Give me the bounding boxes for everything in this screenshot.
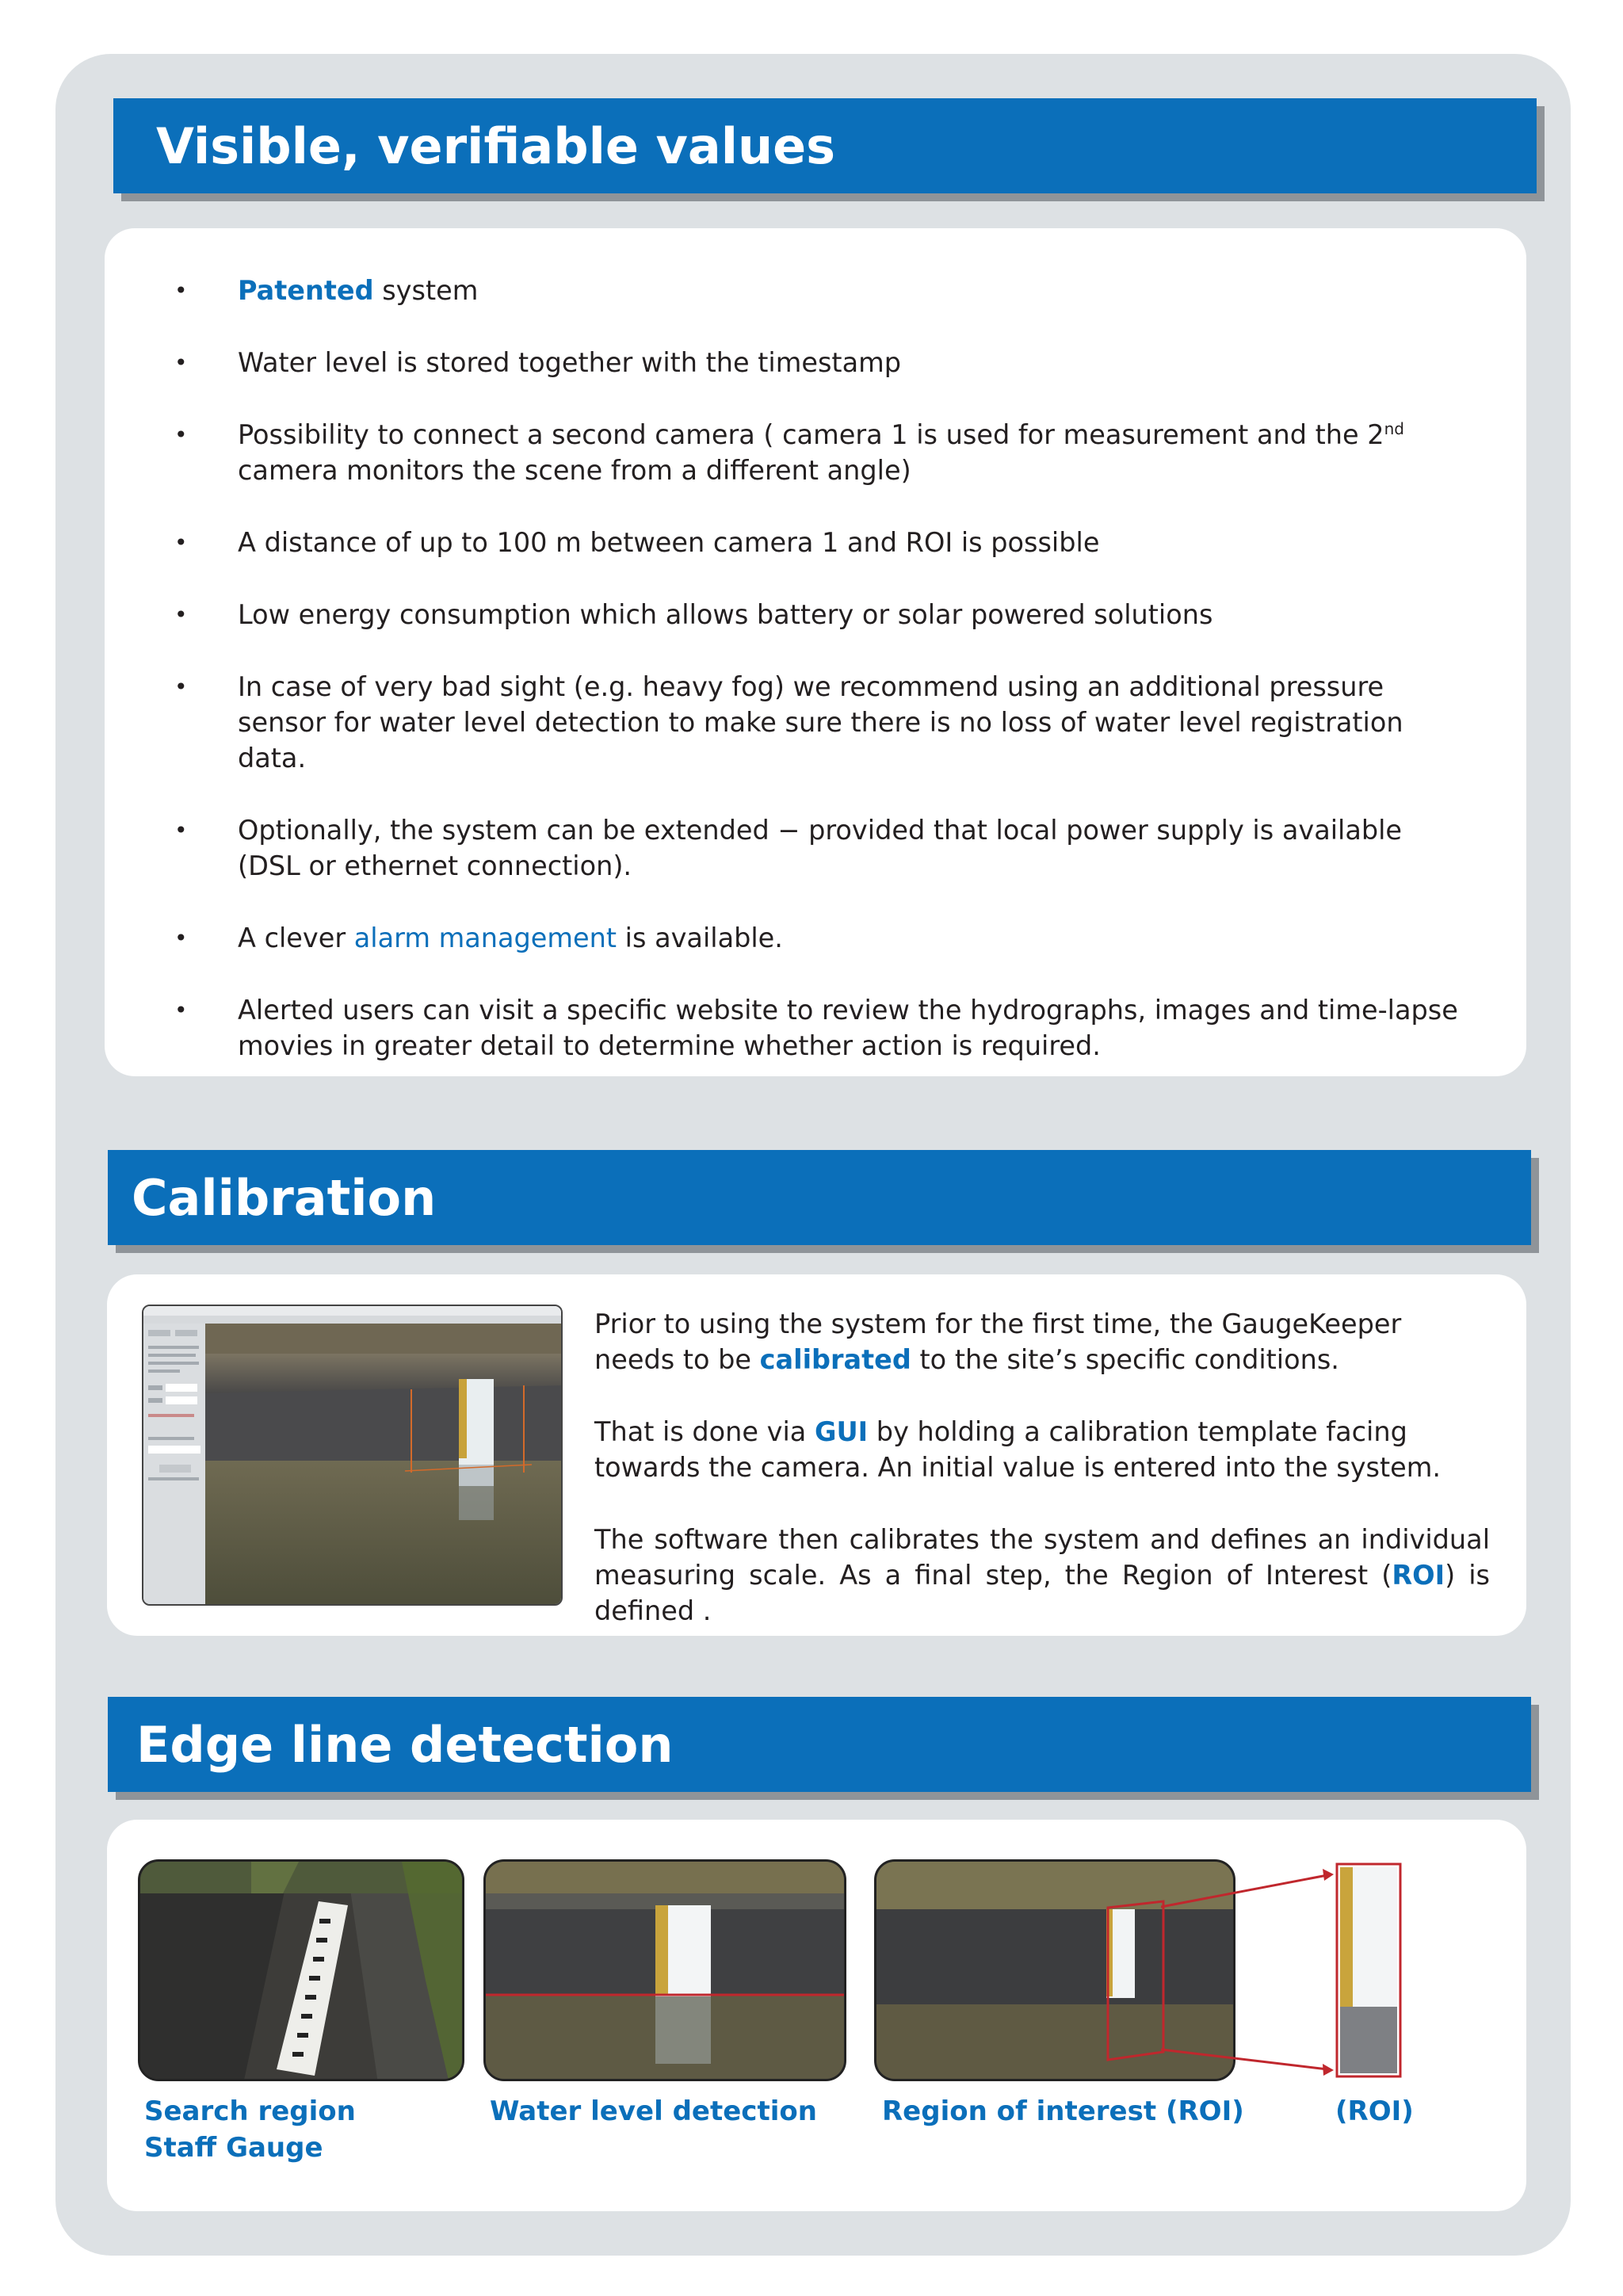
section-title-calibration: Calibration xyxy=(132,1168,437,1227)
water-level-image xyxy=(486,1862,846,2081)
edge-card xyxy=(107,1820,1526,2211)
caption-roi: Region of interest (ROI) xyxy=(882,2095,1244,2127)
water-level-photo xyxy=(483,1859,846,2081)
roi-link[interactable]: ROI xyxy=(1392,1560,1445,1591)
calibrated-link[interactable]: calibrated xyxy=(759,1344,911,1375)
calibration-gui-screenshot xyxy=(142,1305,563,1606)
values-list xyxy=(174,273,1479,1100)
section-banner-values xyxy=(113,98,1537,193)
section-title-values: Visible, verifiable values xyxy=(156,117,836,175)
calibration-paragraph-2: That is done via GUI by holding a calibration template facing towards the camera. An initial value is entered into the system. xyxy=(594,1416,1442,1483)
calibration-text xyxy=(594,1306,1490,1665)
section-title-edge: Edge line detection xyxy=(136,1715,674,1774)
list-item: • A distance of up to 100 m between camera 1 and ROI is possible xyxy=(174,525,1479,560)
calibration-gui-image xyxy=(143,1306,563,1606)
calibration-card xyxy=(107,1274,1526,1636)
list-item: • Alerted users can visit a specific website to review the hydrographs, images and time-lapse movies in greater detail to determine whether action is required. xyxy=(174,992,1479,1064)
caption-water-level: Water level detection xyxy=(490,2095,817,2127)
staff-gauge-image xyxy=(140,1862,464,2081)
calibration-paragraph-1: Prior to using the system for the first time, the GaugeKeeper needs to be calibrated to the site’s specific conditions. xyxy=(594,1308,1402,1375)
list-item: • Optionally, the system can be extended − provided that local power supply is available (DSL or ethernet connection). xyxy=(174,812,1479,884)
list-item: • A clever alarm management is available. xyxy=(174,920,1479,956)
roi-extract-graphic xyxy=(1161,1851,1526,2089)
section-banner-edge xyxy=(108,1697,1531,1792)
list-item: • Low energy consumption which allows battery or solar powered solutions xyxy=(174,597,1479,632)
section-banner-calibration xyxy=(108,1150,1531,1245)
list-item: • Patented system xyxy=(174,273,1479,308)
list-item: • Possibility to connect a second camera ( camera 1 is used for measurement and the 2nd camera monitors the scene from a different angle) xyxy=(174,417,1479,488)
patented-highlight: Patented xyxy=(238,275,374,306)
alarm-management-link[interactable]: alarm management xyxy=(353,923,617,953)
search-region-photo xyxy=(138,1859,464,2081)
caption-roi-short: (ROI) xyxy=(1335,2095,1414,2127)
list-item: • In case of very bad sight (e.g. heavy fog) we recommend using an additional pressure sensor for water level detection to make sure there is no loss of water level registration data. xyxy=(174,669,1479,776)
calibration-paragraph-3: The software then calibrates the system and defines an individual measuring scale. As a final step, the Region of Interest (ROI) is defined . xyxy=(594,1524,1490,1626)
list-item: • Water level is stored together with the timestamp xyxy=(174,345,1479,380)
caption-search-region: Search region Staff Gauge xyxy=(144,2095,356,2164)
values-card xyxy=(105,228,1526,1076)
gui-link[interactable]: GUI xyxy=(814,1416,869,1447)
